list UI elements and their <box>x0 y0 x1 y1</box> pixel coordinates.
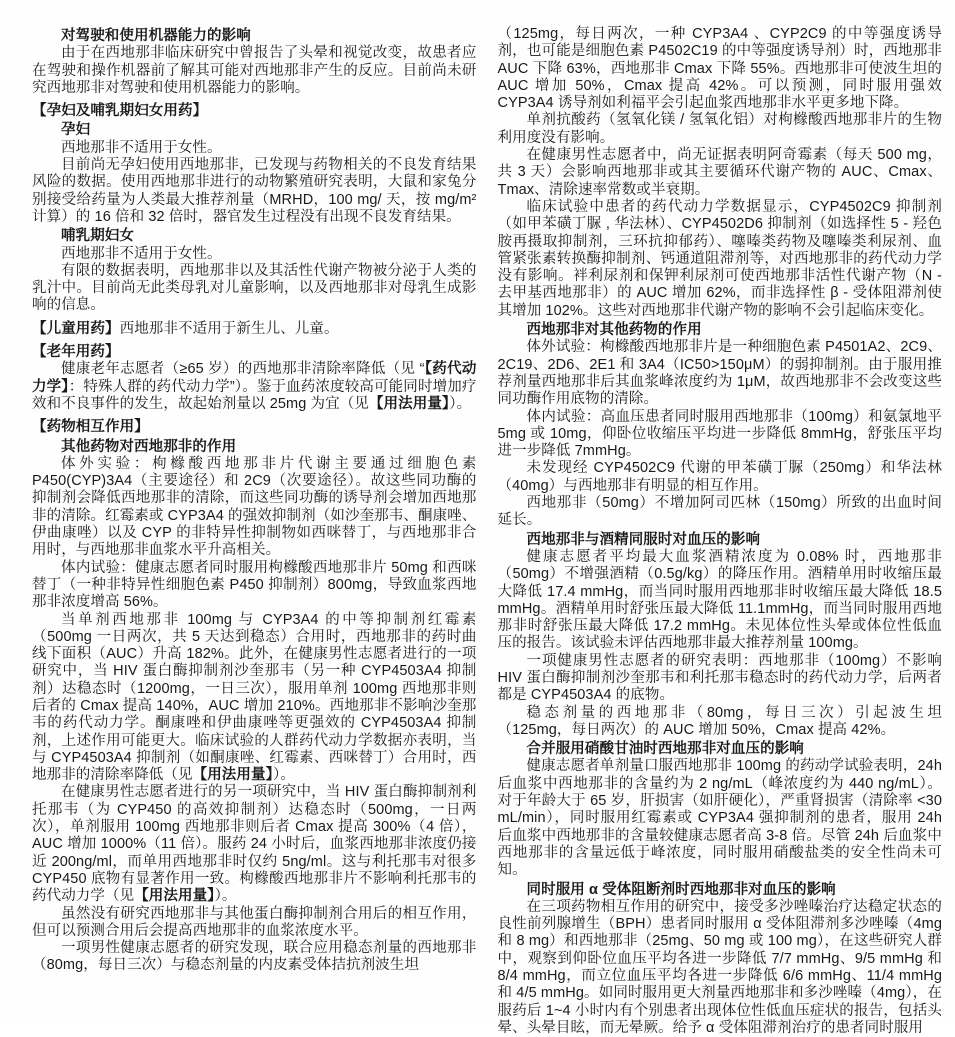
bracket-term: 【用法用量】 <box>134 888 215 905</box>
paragraph: 由于在西地那非临床研究中曾报告了头晕和视觉改变，故患者应在驾驶和操作机器前了解其可能对西地那非产生的反应。目前尚未研究西地那非对驾驶和使用机器能力的影响。 <box>32 45 477 96</box>
paragraph: 一项健康男性志愿者的研究表明：西地那非（100mg）不影响 HIV 蛋白酶抑制剂沙奎那韦和利托那韦稳态时的药代动力学，后两者都是 CYP4503A4 的底物。 <box>497 652 942 704</box>
paragraph: 单剂抗酸药（氢氧化镁 / 氢氧化铝）对枸橼酸西地那非片的生物利用度没有影响。 <box>497 112 942 146</box>
sub-heading: 合并服用硝酸甘油时西地那非对血压的影响 <box>526 741 804 758</box>
sub-heading: 西地那非与酒精同服时对血压的影响 <box>526 531 761 548</box>
bracket-term: 【老年用药】 <box>32 344 120 361</box>
paragraph: 体内试验：高血压患者同时服用西地那非（100mg）和氨氯地平 5mg 或 10mg，仰卧位收缩压平均进一步降低 8mmHg，舒张压平均进一步降低 7mmHg。 <box>497 408 942 460</box>
paragraph: 当单剂西地那非 100mg 与 CYP3A4 的中等抑制剂红霉素（500mg 一日两次，共 5 天达到稳态）合用时，西地那非的药时曲线下面积（AUC）升高 182%。此外，在健康男性志愿者进行的一项研究中，当 HIV 蛋白酶抑制剂沙奎那韦（另一种 CYP4503A4 抑制剂）达稳态时（1200mg，一日三次），服用单剂 100mg 西地那非则后者的 Cmax 提高 140%，AUC 增加 210%。西地那非不影响沙奎那韦的药代动力学。酮康唑和伊曲康唑等更强效的 CYP4503A4 抑制剂，上述作用可能更大。临床试验的人群药代动力学数据亦表明，当与 CYP4503A4 抑制剂（如酮康唑、红霉素、西咪替丁）合用时，西地那非的清除率降低（见【用法用量】）。 <box>32 611 477 784</box>
paragraph: 西地那非（50mg）不增加阿司匹林（150mg）所致的出血时间延长。 <box>497 495 942 529</box>
paragraph: 体外实验：枸橼酸西地那非片代谢主要通过细胞色素 P450(CYP)3A4（主要途径）和 2C9（次要途径）。故这些同功酶的抑制剂会降低西地那非的清除，而这些同功酶的诱导剂会增加西地那非的清除。红霉素或 CYP3A4 的强效抑制剂（如沙奎那韦、酮康唑、伊曲康唑）以及 CYP 的非特异性抑制物如西咪替丁，与西地那非合用时，与西地那非血浆水平升高相关。 <box>32 455 477 559</box>
bracket-term: 【药代动力学】 <box>32 361 477 395</box>
sub-heading: 哺乳期妇女 <box>61 228 134 245</box>
sub-heading: 西地那非对其他药物的作用 <box>526 322 702 339</box>
section-heading <box>32 419 477 436</box>
paragraph: 在健康男性志愿者进行的另一项研究中，当 HIV 蛋白酶抑制剂利托那韦（为 CYP450 的高效抑制剂）达稳态时（500mg，一日两次），单剂服用 100mg 西地那非则后者 Cmax 提高 300%（4 倍），AUC 增加 1000%（11 倍）。服药 24 小时后，血浆西地那非浓度仍接近 200ng/ml，而单用西地那非时仅约 5ng/ml。这与利托那韦对很多 CYP450 底物有显著作用一致。枸橼酸西地那非片不影响利托那韦的药代动力学（见【用法用量】）。 <box>32 784 477 905</box>
paragraph: 西地那非不适用于女性。 <box>61 245 222 262</box>
bracket-term: 【儿童用药】 <box>32 320 120 337</box>
sub-heading: 其他药物对西地那非的作用 <box>61 438 237 455</box>
sub-heading: 对驾驶和使用机器能力的影响 <box>61 28 251 44</box>
paragraph: 临床试验中患者的药代动力学数据显示，CYP4502C9 抑制剂（如甲苯磺丁脲 , 华法林）、CYP4502D6 抑制剂（如选择性 5 - 羟色胺再摄取抑制剂，三环抗抑郁药）、噻嗪类药物及噻嗪类利尿剂、血管紧张素转换酶抑制剂、钙通道阻滞剂等，对西地那非的药代动力学没有影响。袢利尿剂和保钾利尿剂可使西地那非活性代谢产物（N - 去甲基西地那非）的 AUC 增加 62%，而非选择性 β - 受体阻滞剂使其增加 102%。这些对西地那非代谢产物的影响不会引起临床变化。 <box>497 198 942 319</box>
section-heading <box>32 344 477 361</box>
paragraph: 一项男性健康志愿者的研究发现，联合应用稳态剂量的西地那非（80mg，每日三次）与稳态剂量的内皮素受体拮抗剂波生坦 <box>32 940 477 974</box>
bracket-term: 【用法用量】 <box>192 767 273 784</box>
paragraph: 健康志愿者平均最大血浆酒精浓度为 0.08% 时，西地那非（50mg）不增强酒精（0.5g/kg）的降压作用。酒精单用时收缩压最大降低 17.4 mmHg，而当同时服用西地那非时收缩压最大降低 18.5 mmHg。酒精单用时舒张压最大降低 11.1mmHg，而当同时服用西地那非时舒张压最大降低 17.2 mmHg。未见体位性头晕或体位性低血压的报告。该试验未评估西地那非最大推荐剂量 100mg。 <box>497 548 942 652</box>
paragraph: 健康志愿者单剂量口服西地那非 100mg 的药动学试验表明，24h 后血浆中西地那非的含量约为 2 ng/mL（峰浓度约为 440 ng/mL）。对于年龄大于 65 岁，肝损害（如肝硬化），严重肾损害（清除率 <30 mL/min），同时服用红霉素或 CYP3A4 强抑制剂的患者，服用 24h 后血浆中西地那非的含量较健康志愿者高 3-8 倍。尽管 24h 后血浆中西地那非的含量远低于峰浓度，同时服用硝酸盐类的安全性尚未可知。 <box>497 758 942 879</box>
paragraph: 体内试验：健康志愿者同时服用枸橼酸西地那非片 50mg 和西咪替丁（一种非特异性细胞色素 P450 抑制剂）800mg，导致血浆西地那非浓度增高 56%。 <box>32 559 477 611</box>
paragraph: （125mg，每日两次，一种 CYP3A4 、CYP2C9 的中等强度诱导剂，也可能是细胞色素 P4502C19 的中等强度诱导剂）时，西地那非 AUC 下降 63%，西地那非 Cmax 下降 55%。西地那非可使波生坦的 AUC 增加 50%，Cmax 提高 42%。可以预测，同时服用强效 CYP3A4 诱导剂如利福平会引起血浆西地那非水平更多地下降。 <box>497 26 942 112</box>
paragraph: 在三项药物相互作用的研究中，接受多沙唑嗪治疗达稳定状态的良性前列腺增生（BPH）患者同时服用 α 受体阻滞剂多沙唑嗪（4mg 和 8 mg）和西地那非（25mg、50 mg 或 100 mg），在这些研究人群中，观察到仰卧位血压平均各进一步降低 7/7 mmHg、9/5 mmHg 和 8/4 mmHg，而立位血压平均各进一步降低 6/6 mmHg、11/4 mmHg 和 4/5 mmHg。如同时服用更大剂量西地那非和多沙唑嗪（4mg），在服药后 1~4 小时内有个别患者出现体位性低血压症状的报告，包括头晕、头晕目眩，而无晕厥。给予 α 受体阻滞剂治疗的患者同时服用 <box>497 898 942 1036</box>
right-column <box>497 26 943 1036</box>
sub-heading: 同时服用 α 受体阻断剂时西地那非对血压的影响 <box>526 881 836 898</box>
paragraph: 在健康男性志愿者中，尚无证据表明阿奇霉素（每天 500 mg，共 3 天）会影响西地那非或其主要循环代谢产物的 AUC、Cmax、Tmax、清除速率常数或半衰期。 <box>497 147 942 198</box>
paragraph: 体外试验：枸橼酸西地那非片是一种细胞色素 P4501A2、2C9、2C19、2D6、2E1 和 3A4（IC50>150μM）的弱抑制剂。由于服用推荐剂量西地那非后其血浆峰浓度约为 1μM，故西地那非不会改变这些同功酶作用底物的清除。 <box>497 339 942 408</box>
bracket-term: 【用法用量】 <box>368 395 450 412</box>
paragraph: 虽然没有研究西地那非与其他蛋白酶抑制剂合用后的相互作用，但可以预测合用后会提高西地那非的血浆浓度水平。 <box>32 905 477 939</box>
paragraph: 西地那非不适用于女性。 <box>61 139 222 156</box>
bracket-term: 【药物相互作用】 <box>32 419 149 436</box>
section-heading <box>32 103 477 120</box>
paragraph: 健康老年志愿者（≥65 岁）的西地那非清除率降低（见 “【药代动力学】：特殊人群的药代动力学”）。鉴于血药浓度较高可能同时增加疗效和不良事件的发生，故起始剂量以 25mg 为宜（见【用法用量】）。 <box>32 361 477 412</box>
paragraph: 有限的数据表明，西地那非以及其活性代谢产物被分泌于人类的乳汁中。目前尚无此类母乳对儿童影响，以及西地那非对母乳生成影响的信息。 <box>32 262 477 314</box>
sub-heading: 孕妇 <box>61 122 91 139</box>
bracket-term: 【孕妇及哺乳期妇女用药】 <box>32 103 208 120</box>
left-column <box>32 26 477 1024</box>
section-heading: 【儿童用药】西地那非不适用于新生儿、儿童。 <box>32 320 339 337</box>
paragraph: 稳态剂量的西地那非（80mg，每日三次）引起波生坦（125mg，每日两次）的 AUC 增加 50%，Cmax 提高 42%。 <box>497 704 942 738</box>
paragraph: 目前尚无孕妇使用西地那非，已发现与药物相关的不良发育结果风险的数据。使用西地那非进行的动物繁殖研究表明，大鼠和家兔分别接受给药量为人类最大推荐剂量（MRHD，100 mg/ 天，按 mg/m² 计算）的 16 倍和 32 倍时，器官发生过程没有出现不良发育结果。 <box>32 157 477 225</box>
paragraph: 未发现经 CYP4502C9 代谢的甲苯磺丁脲（250mg）和华法林（40mg）与西地那非有明显的相互作用。 <box>497 460 942 494</box>
